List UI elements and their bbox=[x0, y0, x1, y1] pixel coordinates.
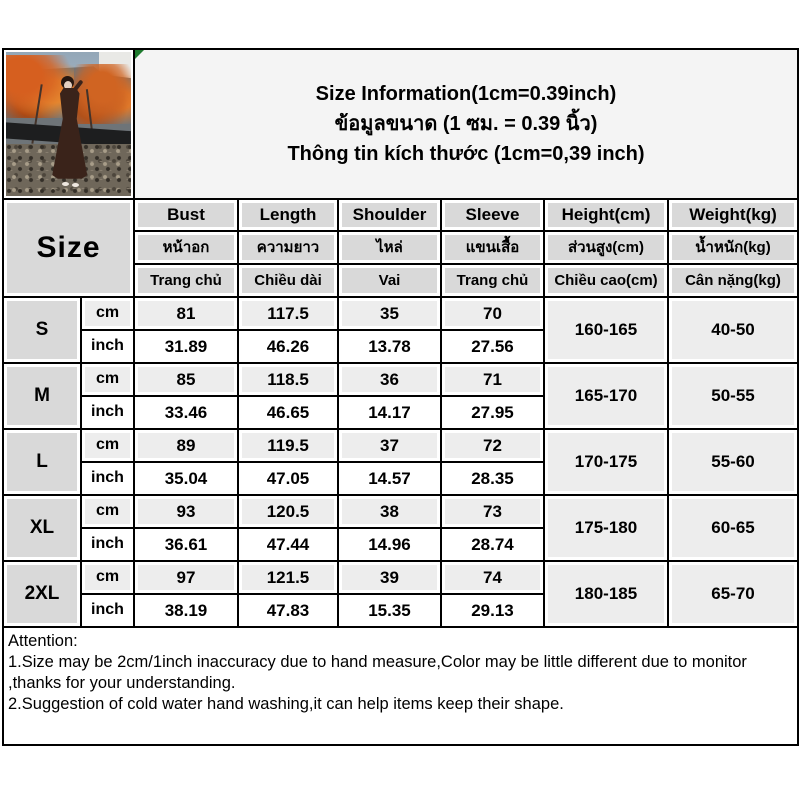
value-l-length-inch: 47.05 bbox=[239, 463, 337, 494]
value-xl-length-cm: 120.5 bbox=[239, 496, 337, 527]
value-xl-sleeve-cm: 73 bbox=[442, 496, 543, 527]
col-header-weight-en: Weight(kg) bbox=[669, 200, 797, 230]
value-2xl-length-inch: 47.83 bbox=[239, 595, 337, 626]
value-2xl-bust-cm: 97 bbox=[135, 562, 237, 593]
value-s-sleeve-inch: 27.56 bbox=[442, 331, 543, 362]
col-header-length-en: Length bbox=[239, 200, 337, 230]
unit-label-cm: cm bbox=[82, 430, 133, 461]
value-l-length-cm: 119.5 bbox=[239, 430, 337, 461]
value-2xl-shoulder-inch: 15.35 bbox=[339, 595, 440, 626]
col-header-length-vi: Chiều dài bbox=[239, 265, 337, 296]
col-header-shoulder-en: Shoulder bbox=[339, 200, 440, 230]
value-m-bust-inch: 33.46 bbox=[135, 397, 237, 428]
size-row-label-xl: XL bbox=[4, 496, 80, 560]
value-2xl-shoulder-cm: 39 bbox=[339, 562, 440, 593]
value-2xl-bust-inch: 38.19 bbox=[135, 595, 237, 626]
attention-note-1: 1.Size may be 2cm/1inch inaccuracy due to hand measure,Color may be little different due to monitor ,thanks for your understanding. bbox=[8, 653, 747, 692]
col-header-shoulder-th: ไหล่ bbox=[339, 232, 440, 263]
value-xl-shoulder-inch: 14.96 bbox=[339, 529, 440, 560]
col-header-sleeve-en: Sleeve bbox=[442, 200, 543, 230]
attention-heading: Attention: bbox=[8, 632, 78, 650]
value-xl-bust-cm: 93 bbox=[135, 496, 237, 527]
unit-label-inch: inch bbox=[82, 463, 133, 494]
col-header-bust-en: Bust bbox=[135, 200, 237, 230]
value-l-height: 170-175 bbox=[545, 430, 667, 494]
value-s-sleeve-cm: 70 bbox=[442, 298, 543, 329]
value-xl-shoulder-cm: 38 bbox=[339, 496, 440, 527]
value-s-shoulder-inch: 13.78 bbox=[339, 331, 440, 362]
col-header-height-th: ส่วนสูง(cm) bbox=[545, 232, 667, 263]
value-xl-weight: 60-65 bbox=[669, 496, 797, 560]
value-m-sleeve-cm: 71 bbox=[442, 364, 543, 395]
value-m-weight: 50-55 bbox=[669, 364, 797, 428]
value-l-bust-inch: 35.04 bbox=[135, 463, 237, 494]
value-s-bust-inch: 31.89 bbox=[135, 331, 237, 362]
value-l-shoulder-cm: 37 bbox=[339, 430, 440, 461]
unit-label-inch: inch bbox=[82, 331, 133, 362]
value-m-bust-cm: 85 bbox=[135, 364, 237, 395]
col-header-bust-th: หน้าอก bbox=[135, 232, 237, 263]
size-row-label-l: L bbox=[4, 430, 80, 494]
unit-label-cm: cm bbox=[82, 298, 133, 329]
product-photo-cell bbox=[4, 50, 133, 198]
cell-corner-marker-icon bbox=[135, 50, 144, 59]
unit-label-inch: inch bbox=[82, 595, 133, 626]
unit-label-cm: cm bbox=[82, 364, 133, 395]
value-m-shoulder-inch: 14.17 bbox=[339, 397, 440, 428]
unit-label-cm: cm bbox=[82, 496, 133, 527]
title-thai: ข้อมูลขนาด (1 ซม. = 0.39 นิ้ว) bbox=[334, 112, 598, 135]
value-l-bust-cm: 89 bbox=[135, 430, 237, 461]
value-m-sleeve-inch: 27.95 bbox=[442, 397, 543, 428]
col-header-weight-th: น้ำหนัก(kg) bbox=[669, 232, 797, 263]
value-2xl-height: 180-185 bbox=[545, 562, 667, 626]
col-header-shoulder-vi: Vai bbox=[339, 265, 440, 296]
value-l-shoulder-inch: 14.57 bbox=[339, 463, 440, 494]
value-m-shoulder-cm: 36 bbox=[339, 364, 440, 395]
title-vietnamese: Thông tin kích thước (1cm=0,39 inch) bbox=[287, 142, 645, 165]
product-photo bbox=[6, 52, 131, 196]
size-info-title-cell bbox=[135, 50, 797, 198]
col-header-sleeve-th: แขนเสื้อ bbox=[442, 232, 543, 263]
value-2xl-sleeve-cm: 74 bbox=[442, 562, 543, 593]
col-header-sleeve-vi: Trang chủ bbox=[442, 265, 543, 296]
size-table bbox=[2, 48, 799, 628]
value-s-bust-cm: 81 bbox=[135, 298, 237, 329]
size-row-label-s: S bbox=[4, 298, 80, 362]
value-m-height: 165-170 bbox=[545, 364, 667, 428]
value-s-shoulder-cm: 35 bbox=[339, 298, 440, 329]
attention-note-2: 2.Suggestion of cold water hand washing,it can help items keep their shape. bbox=[8, 695, 564, 713]
photo-foliage-right bbox=[71, 64, 131, 124]
unit-label-inch: inch bbox=[82, 397, 133, 428]
size-column-header: Size bbox=[4, 200, 133, 296]
value-2xl-weight: 65-70 bbox=[669, 562, 797, 626]
value-l-sleeve-inch: 28.35 bbox=[442, 463, 543, 494]
value-l-weight: 55-60 bbox=[669, 430, 797, 494]
size-row-label-2xl: 2XL bbox=[4, 562, 80, 626]
value-m-length-inch: 46.65 bbox=[239, 397, 337, 428]
value-xl-length-inch: 47.44 bbox=[239, 529, 337, 560]
value-xl-height: 175-180 bbox=[545, 496, 667, 560]
value-s-weight: 40-50 bbox=[669, 298, 797, 362]
size-row-label-m: M bbox=[4, 364, 80, 428]
attention-box bbox=[2, 628, 799, 746]
unit-label-cm: cm bbox=[82, 562, 133, 593]
value-xl-sleeve-inch: 28.74 bbox=[442, 529, 543, 560]
value-l-sleeve-cm: 72 bbox=[442, 430, 543, 461]
value-s-height: 160-165 bbox=[545, 298, 667, 362]
value-xl-bust-inch: 36.61 bbox=[135, 529, 237, 560]
col-header-length-th: ความยาว bbox=[239, 232, 337, 263]
value-s-length-cm: 117.5 bbox=[239, 298, 337, 329]
col-header-weight-vi: Cân nặng(kg) bbox=[669, 265, 797, 296]
value-2xl-sleeve-inch: 29.13 bbox=[442, 595, 543, 626]
value-s-length-inch: 46.26 bbox=[239, 331, 337, 362]
unit-label-inch: inch bbox=[82, 529, 133, 560]
value-2xl-length-cm: 121.5 bbox=[239, 562, 337, 593]
value-m-length-cm: 118.5 bbox=[239, 364, 337, 395]
col-header-bust-vi: Trang chủ bbox=[135, 265, 237, 296]
col-header-height-vi: Chiều cao(cm) bbox=[545, 265, 667, 296]
col-header-height-en: Height(cm) bbox=[545, 200, 667, 230]
title-english: Size Information(1cm=0.39inch) bbox=[315, 82, 617, 105]
